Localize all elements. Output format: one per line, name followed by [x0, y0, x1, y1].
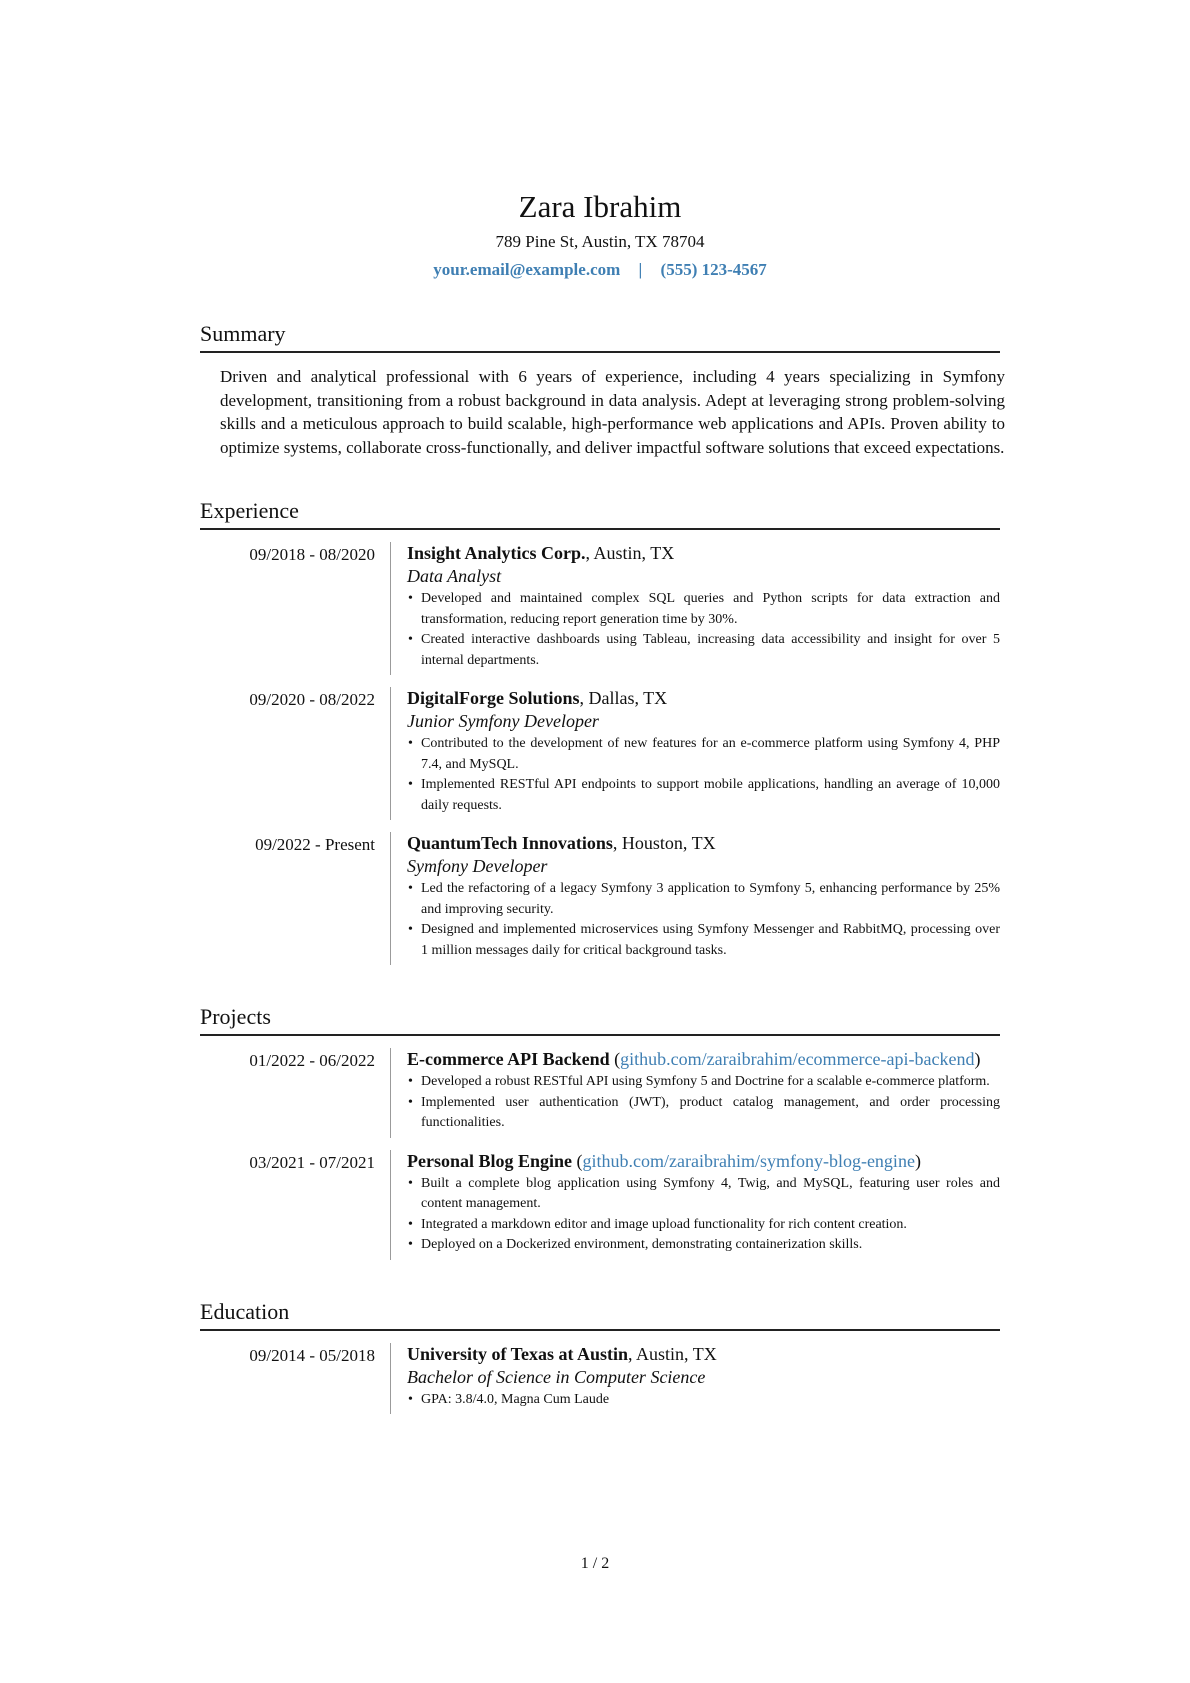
section-title-summary: Summary — [200, 320, 1000, 353]
section-title-education: Education — [200, 1298, 1000, 1331]
bullet-list — [407, 734, 1000, 816]
company-name: DigitalForge Solutions — [407, 688, 580, 708]
address: 789 Pine St, Austin, TX 78704 — [495, 232, 705, 251]
entry-heading — [407, 1150, 1000, 1173]
project-entry — [200, 1150, 1000, 1260]
paren-close: ) — [974, 1049, 981, 1069]
phone-link[interactable]: (555) 123-4567 — [660, 260, 767, 279]
entry-date: 09/2014 - 05/2018 — [249, 1345, 375, 1365]
school-location: , Austin, TX — [628, 1343, 717, 1364]
entry-date: 03/2021 - 07/2021 — [249, 1152, 375, 1172]
summary-text: Driven and analytical professional with 6 years of experience, including 4 years specializing in Symfony development, transitioning from a robust background in data analysis. Adept at leveraging strong problem-solving skills and a meticulous approach to build scalable, high-performance web applications and APIs. Proven ability to optimize systems, collaborate cross-functionally, and deliver impactful software solutions that exceed expectations. — [220, 367, 1005, 457]
bullet-list — [407, 1174, 1000, 1256]
candidate-name: Zara Ibrahim — [518, 189, 682, 224]
bullet-list — [407, 589, 1000, 671]
project-link[interactable]: github.com/zaraibrahim/ecommerce-api-backend — [620, 1049, 975, 1069]
contact-line — [200, 258, 1000, 282]
contact-separator: | — [638, 260, 643, 279]
company-location: , Austin, TX — [585, 543, 675, 563]
entry-heading — [407, 1343, 1000, 1366]
entry-date: 09/2022 - Present — [255, 835, 375, 854]
resume-page — [200, 188, 1005, 1414]
company-name: Insight Analytics Corp. — [407, 543, 586, 563]
bullet-item: • Contributed to the development of new features for an e-commerce platform using Symfony 4, PHP 7.4, and MySQL. — [407, 734, 1000, 775]
bullet-list — [407, 1072, 1000, 1134]
timeline-rule — [390, 542, 391, 675]
timeline-rule — [390, 1048, 391, 1138]
entry-content — [407, 542, 1000, 675]
project-name: Personal Blog Engine — [407, 1150, 573, 1171]
education-section — [200, 1298, 1000, 1415]
timeline-rule — [390, 1343, 391, 1415]
entry-content — [407, 1343, 1000, 1415]
entry-content — [407, 687, 1000, 820]
resume-header — [200, 188, 1000, 282]
company-location: , Houston, TX — [612, 833, 716, 853]
timeline-rule — [390, 1150, 391, 1260]
bullet-item: • Developed and maintained complex SQL queries and Python scripts for data extraction and transformation, reducing report generation time by 30%. — [407, 589, 1000, 630]
company-name: QuantumTech Innovations — [407, 833, 613, 853]
bullet-list — [407, 1390, 1000, 1411]
entry-date: 09/2018 - 08/2020 — [249, 545, 375, 564]
projects-section — [200, 1003, 1000, 1260]
entry-heading — [407, 687, 1000, 710]
entry-content — [407, 1150, 1000, 1260]
bullet-item: • Implemented user authentication (JWT), product catalog management, and order processing functionalities. — [407, 1093, 1000, 1134]
bullet-item: • Created interactive dashboards using Tableau, increasing data accessibility and insight for over 5 internal departments. — [407, 630, 1000, 671]
school-name: University of Texas at Austin — [407, 1343, 629, 1364]
entry-content — [407, 832, 1000, 965]
experience-entry — [200, 832, 1000, 965]
timeline-rule — [390, 832, 391, 965]
section-title-experience: Experience — [200, 497, 1000, 530]
experience-entry — [200, 542, 1000, 675]
project-link[interactable]: github.com/zaraibrahim/symfony-blog-engine — [582, 1150, 915, 1171]
education-entry — [200, 1343, 1000, 1415]
bullet-item: • Deployed on a Dockerized environment, demonstrating containerization skills. — [407, 1235, 1000, 1256]
summary-section — [200, 320, 1005, 459]
entry-date: 09/2020 - 08/2022 — [249, 690, 375, 709]
entry-date: 01/2022 - 06/2022 — [249, 1051, 375, 1070]
paren-open: ( — [572, 1150, 583, 1171]
job-title: Junior Symfony Developer — [407, 711, 599, 731]
bullet-item: • GPA: 3.8/4.0, Magna Cum Laude — [407, 1390, 1000, 1411]
bullet-list — [407, 879, 1000, 961]
experience-section — [200, 497, 1000, 965]
entry-heading — [407, 832, 1000, 855]
project-entry — [200, 1048, 1000, 1138]
job-title: Symfony Developer — [407, 856, 548, 876]
entry-heading — [407, 542, 1000, 565]
experience-entry — [200, 687, 1000, 820]
project-name: E-commerce API Backend — [407, 1049, 610, 1069]
timeline-rule — [390, 687, 391, 820]
entry-heading — [407, 1048, 1000, 1071]
bullet-item: • Led the refactoring of a legacy Symfony 3 application to Symfony 5, enhancing performance by 25% and improving security. — [407, 879, 1000, 920]
entry-content — [407, 1048, 1000, 1138]
paren-open: ( — [609, 1049, 621, 1069]
bullet-item: • Integrated a markdown editor and image upload functionality for rich content creation. — [407, 1215, 1000, 1236]
bullet-item: • Implemented RESTful API endpoints to support mobile applications, handling an average of 10,000 daily requests. — [407, 775, 1000, 816]
email-link[interactable]: your.email@example.com — [433, 260, 621, 279]
paren-close: ) — [914, 1150, 921, 1171]
company-location: , Dallas, TX — [579, 688, 668, 708]
degree: Bachelor of Science in Computer Science — [407, 1366, 706, 1387]
bullet-item: • Developed a robust RESTful API using Symfony 5 and Doctrine for a scalable e-commerce platform. — [407, 1072, 1000, 1093]
bullet-item: • Built a complete blog application using Symfony 4, Twig, and MySQL, featuring user roles and content management. — [407, 1174, 1000, 1215]
section-title-projects: Projects — [200, 1003, 1000, 1036]
page-number: 1 / 2 — [580, 1555, 610, 1572]
bullet-item: • Designed and implemented microservices using Symfony Messenger and RabbitMQ, processing over 1 million messages daily for critical background tasks. — [407, 920, 1000, 961]
job-title: Data Analyst — [407, 566, 502, 586]
